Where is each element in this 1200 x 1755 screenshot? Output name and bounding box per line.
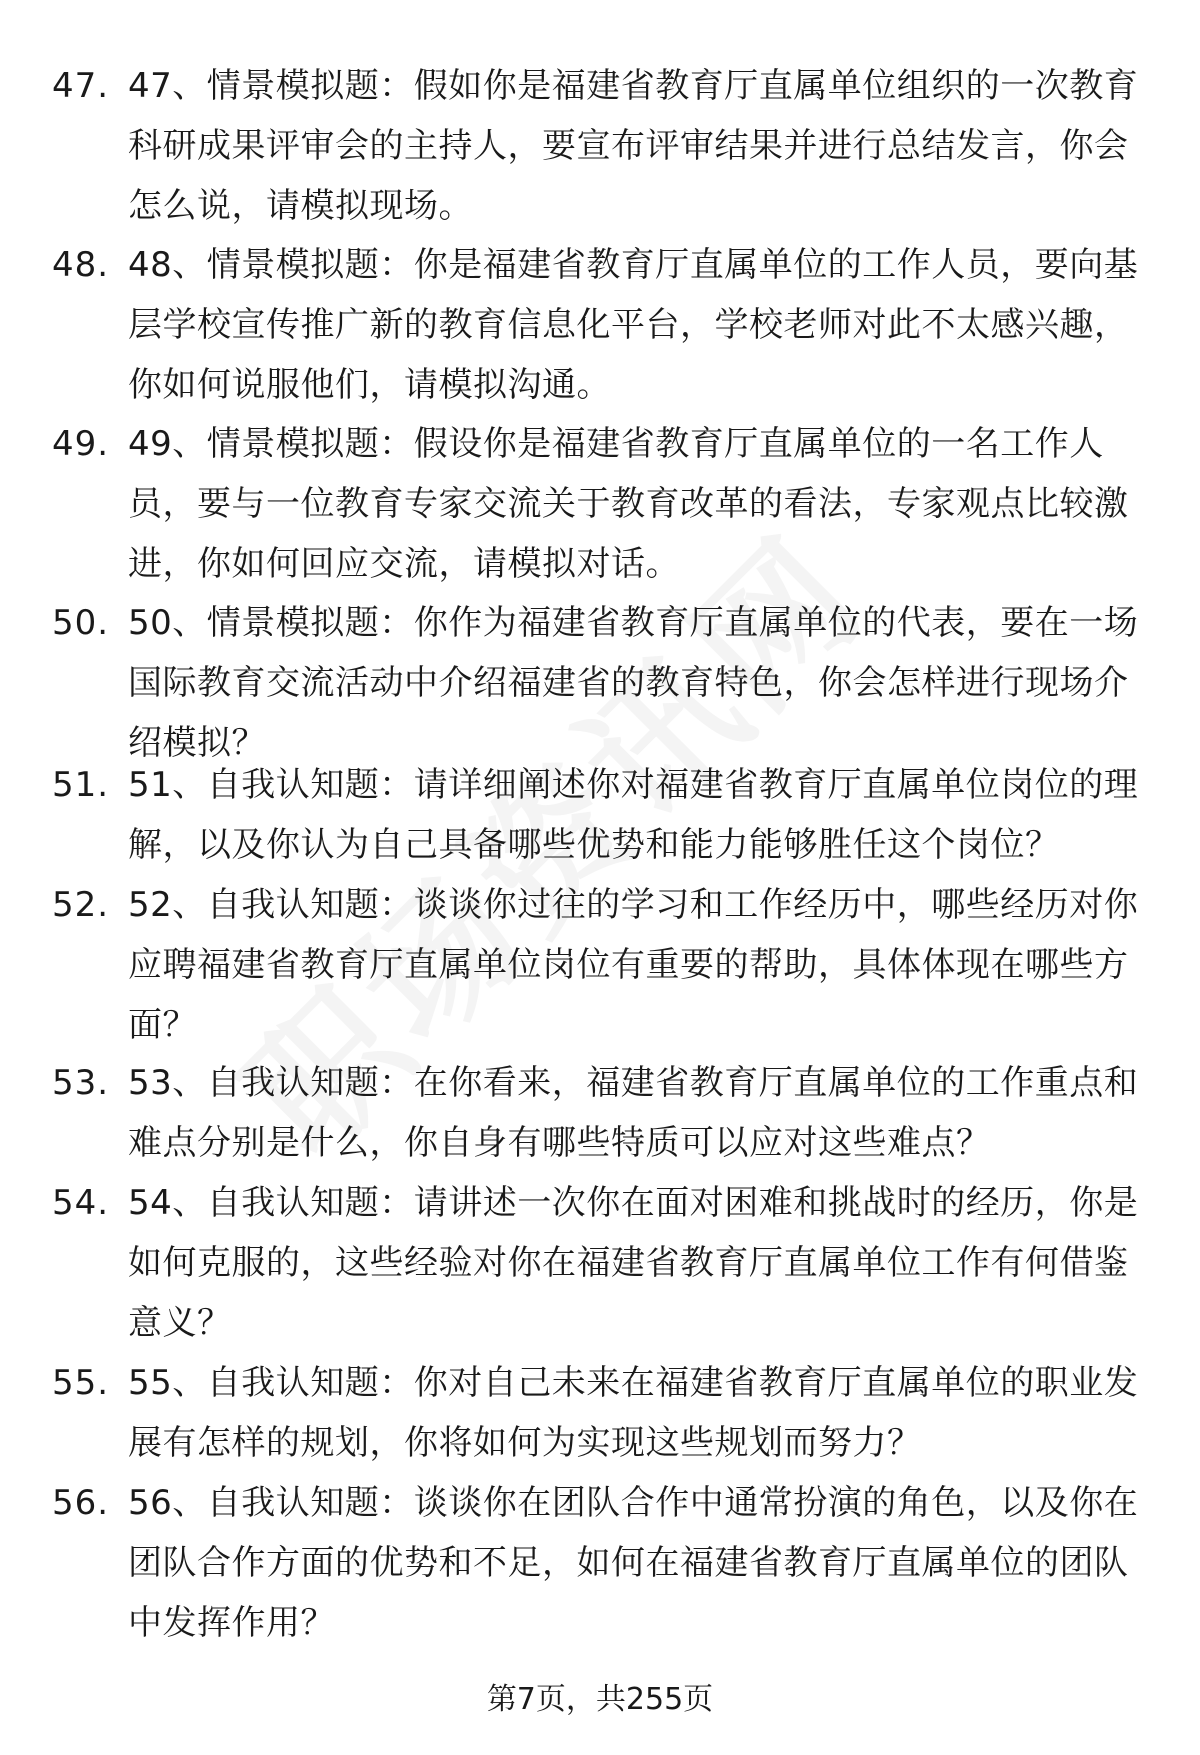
item-number: 56. (52, 1483, 110, 1523)
item-text: 55、自我认知题：你对自己未来在福建省教育厅直属单位的职业发展有怎样的规划，你将如何为实现这些规划而努力？ (128, 1363, 1139, 1463)
list-item (0, 1173, 1200, 1353)
page-number: 第7页，共255页 (486, 1682, 714, 1717)
item-text: 53、自我认知题：在你看来，福建省教育厅直属单位的工作重点和难点分别是什么，你自身有哪些特质可以应对这些难点？ (128, 1063, 1139, 1163)
item-number: 55. (52, 1363, 110, 1403)
list-item (0, 755, 1200, 875)
item-number: 54. (52, 1183, 110, 1223)
item-text: 52、自我认知题：谈谈你过往的学习和工作经历中，哪些经历对你应聘福建省教育厅直属单位岗位有重要的帮助，具体体现在哪些方面？ (128, 885, 1139, 1045)
item-text: 47、情景模拟题：假如你是福建省教育厅直属单位组织的一次教育科研成果评审会的主持人，要宣布评审结果并进行总结发言，你会怎么说，请模拟现场。 (128, 66, 1139, 226)
item-number: 52. (52, 885, 110, 925)
list-item (0, 875, 1200, 1053)
item-text: 50、情景模拟题：你作为福建省教育厅直属单位的代表，要在一场国际教育交流活动中介绍福建省的教育特色，你会怎样进行现场介绍模拟？ (128, 603, 1139, 763)
item-text: 56、自我认知题：谈谈你在团队合作中通常扮演的角色，以及你在团队合作方面的优势和不足，如何在福建省教育厅直属单位的团队中发挥作用？ (128, 1483, 1139, 1643)
item-number: 47. (52, 66, 110, 106)
item-text: 49、情景模拟题：假设你是福建省教育厅直属单位的一名工作人员，要与一位教育专家交流关于教育改革的看法，专家观点比较激进，你如何回应交流，请模拟对话。 (128, 424, 1129, 584)
item-number: 48. (52, 245, 110, 285)
item-number: 53. (52, 1063, 110, 1103)
list-item (0, 1473, 1200, 1653)
list-item (0, 56, 1200, 235)
item-text: 54、自我认知题：请讲述一次你在面对困难和挑战时的经历，你是如何克服的，这些经验对你在福建省教育厅直属单位工作有何借鉴意义？ (128, 1183, 1139, 1343)
list-item (0, 235, 1200, 414)
item-number: 51. (52, 765, 110, 805)
list-item (0, 414, 1200, 593)
list-item (0, 593, 1200, 763)
question-list (0, 56, 1200, 1653)
list-item (0, 1053, 1200, 1173)
item-text: 51、自我认知题：请详细阐述你对福建省教育厅直属单位岗位的理解，以及你认为自己具备哪些优势和能力能够胜任这个岗位？ (128, 765, 1139, 865)
item-number: 50. (52, 603, 110, 643)
item-number: 49. (52, 424, 110, 464)
list-item (0, 1353, 1200, 1473)
item-text: 48、情景模拟题：你是福建省教育厅直属单位的工作人员，要向基层学校宣传推广新的教育信息化平台，学校老师对此不太感兴趣，你如何说服他们，请模拟沟通。 (128, 245, 1139, 405)
